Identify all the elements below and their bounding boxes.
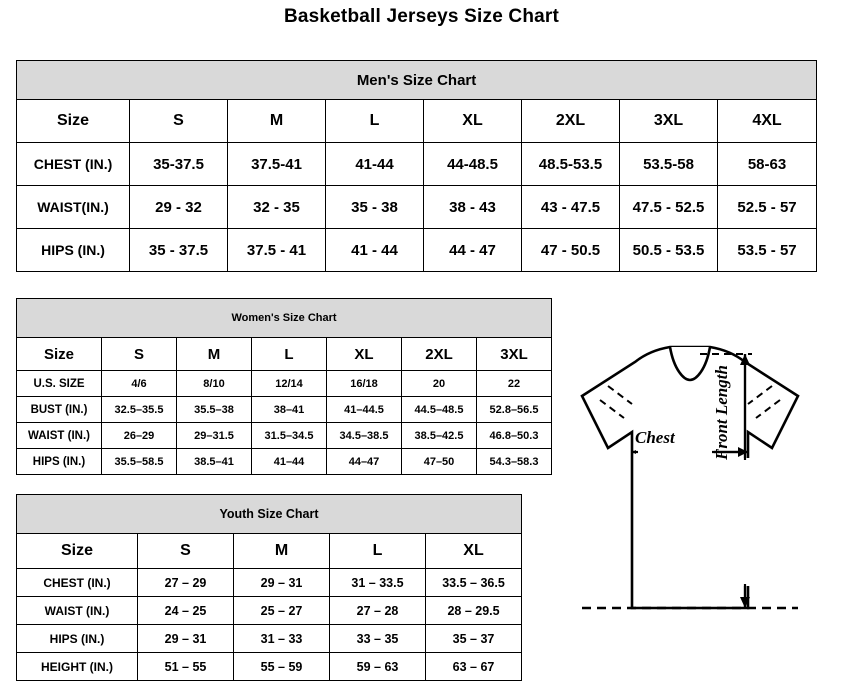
table-row (17, 397, 552, 423)
column-header-xl: XL (327, 338, 402, 371)
table-row (17, 371, 552, 397)
front-length-label-backdrop (735, 458, 757, 586)
column-header-s: S (138, 534, 234, 569)
row-label-hips: HIPS (IN.) (17, 449, 102, 475)
cell-waist-l: 27 – 28 (330, 597, 426, 625)
row-label-hips: HIPS (IN.) (17, 229, 130, 272)
cell-bust-2xl: 44.5–48.5 (402, 397, 477, 423)
column-header-s: S (102, 338, 177, 371)
cell-hips-s: 29 – 31 (138, 625, 234, 653)
table-header-row (17, 534, 522, 569)
column-header-xl: XL (424, 100, 522, 143)
youth-size-chart-table (16, 494, 522, 681)
cell-waist-3xl: 46.8–50.3 (477, 423, 552, 449)
cell-chest-xl: 33.5 – 36.5 (426, 569, 522, 597)
cell-chest-m: 29 – 31 (234, 569, 330, 597)
column-header-m: M (177, 338, 252, 371)
womens-size-chart-table (16, 298, 552, 475)
table-row (17, 597, 522, 625)
cell-hips-s: 35.5–58.5 (102, 449, 177, 475)
cell-us-size-2xl: 20 (402, 371, 477, 397)
cell-chest-4xl: 58-63 (718, 143, 817, 186)
womens-size-chart-section (16, 298, 551, 475)
cell-height-l: 59 – 63 (330, 653, 426, 681)
jersey-outline-svg (540, 340, 840, 670)
cell-us-size-l: 12/14 (252, 371, 327, 397)
mens-size-chart-table (16, 60, 817, 272)
cell-chest-m: 37.5-41 (228, 143, 326, 186)
chest-label: Chest (635, 428, 675, 447)
cell-height-m: 55 – 59 (234, 653, 330, 681)
column-header-3xl: 3XL (477, 338, 552, 371)
cell-chest-xl: 44-48.5 (424, 143, 522, 186)
column-header-l: L (252, 338, 327, 371)
cell-bust-m: 35.5–38 (177, 397, 252, 423)
cell-us-size-m: 8/10 (177, 371, 252, 397)
column-header-4xl: 4XL (718, 100, 817, 143)
row-label-hips: HIPS (IN.) (17, 625, 138, 653)
jersey-measurement-diagram (540, 340, 840, 670)
column-header-m: M (234, 534, 330, 569)
womens-chart-caption: Women's Size Chart (17, 299, 552, 338)
cell-hips-4xl: 53.5 - 57 (718, 229, 817, 272)
cell-hips-s: 35 - 37.5 (130, 229, 228, 272)
table-row (17, 653, 522, 681)
cell-hips-xl: 35 – 37 (426, 625, 522, 653)
cell-height-xl: 63 – 67 (426, 653, 522, 681)
column-header-l: L (330, 534, 426, 569)
cell-hips-3xl: 50.5 - 53.5 (620, 229, 718, 272)
cell-waist-xl: 28 – 29.5 (426, 597, 522, 625)
cell-hips-m: 31 – 33 (234, 625, 330, 653)
table-row (17, 569, 522, 597)
cell-waist-3xl: 47.5 - 52.5 (620, 186, 718, 229)
cell-waist-s: 26–29 (102, 423, 177, 449)
cell-hips-l: 41 - 44 (326, 229, 424, 272)
youth-size-chart-section (16, 494, 521, 681)
row-label-height: HEIGHT (IN.) (17, 653, 138, 681)
cell-waist-xl: 38 - 43 (424, 186, 522, 229)
cell-chest-l: 41-44 (326, 143, 424, 186)
column-header-l: L (326, 100, 424, 143)
cell-waist-2xl: 38.5–42.5 (402, 423, 477, 449)
cell-chest-s: 27 – 29 (138, 569, 234, 597)
column-header-s: S (130, 100, 228, 143)
cell-bust-xl: 41–44.5 (327, 397, 402, 423)
table-row (17, 143, 817, 186)
cell-chest-l: 31 – 33.5 (330, 569, 426, 597)
table-caption-row (17, 61, 817, 100)
column-header-3xl: 3XL (620, 100, 718, 143)
cell-waist-s: 24 – 25 (138, 597, 234, 625)
row-label-waist: WAIST(IN.) (17, 186, 130, 229)
mens-size-chart-section (16, 60, 816, 272)
cell-bust-l: 38–41 (252, 397, 327, 423)
table-row (17, 186, 817, 229)
cell-waist-m: 25 – 27 (234, 597, 330, 625)
column-header-2xl: 2XL (522, 100, 620, 143)
cell-us-size-xl: 16/18 (327, 371, 402, 397)
cell-chest-2xl: 48.5-53.5 (522, 143, 620, 186)
cell-chest-s: 35-37.5 (130, 143, 228, 186)
cell-hips-xl: 44–47 (327, 449, 402, 475)
table-header-row (17, 100, 817, 143)
mens-chart-caption: Men's Size Chart (17, 61, 817, 100)
cell-hips-m: 38.5–41 (177, 449, 252, 475)
cell-waist-l: 35 - 38 (326, 186, 424, 229)
cell-hips-l: 33 – 35 (330, 625, 426, 653)
page-title: Basketball Jerseys Size Chart (283, 6, 560, 27)
cell-hips-l: 41–44 (252, 449, 327, 475)
cell-bust-3xl: 52.8–56.5 (477, 397, 552, 423)
table-caption-row (17, 495, 522, 534)
row-label-waist: WAIST (IN.) (17, 597, 138, 625)
cell-bust-s: 32.5–35.5 (102, 397, 177, 423)
cell-waist-4xl: 52.5 - 57 (718, 186, 817, 229)
row-label-waist: WAIST (IN.) (17, 423, 102, 449)
cell-us-size-3xl: 22 (477, 371, 552, 397)
cell-waist-2xl: 43 - 47.5 (522, 186, 620, 229)
cell-waist-m: 32 - 35 (228, 186, 326, 229)
table-row (17, 229, 817, 272)
column-header-size: Size (17, 338, 102, 371)
cell-hips-xl: 44 - 47 (424, 229, 522, 272)
row-label-chest: CHEST (IN.) (17, 143, 130, 186)
youth-chart-caption: Youth Size Chart (17, 495, 522, 534)
row-label-chest: CHEST (IN.) (17, 569, 138, 597)
cell-waist-l: 31.5–34.5 (252, 423, 327, 449)
column-header-size: Size (17, 100, 130, 143)
table-header-row (17, 338, 552, 371)
cell-us-size-s: 4/6 (102, 371, 177, 397)
row-label-bust: BUST (IN.) (17, 397, 102, 423)
table-row (17, 449, 552, 475)
cell-height-s: 51 – 55 (138, 653, 234, 681)
table-caption-row (17, 299, 552, 338)
cell-waist-xl: 34.5–38.5 (327, 423, 402, 449)
cell-hips-2xl: 47 - 50.5 (522, 229, 620, 272)
front-length-label: Front Length (712, 365, 731, 460)
cell-hips-m: 37.5 - 41 (228, 229, 326, 272)
cell-chest-3xl: 53.5-58 (620, 143, 718, 186)
column-header-size: Size (17, 534, 138, 569)
row-label-us-size: U.S. SIZE (17, 371, 102, 397)
column-header-xl: XL (426, 534, 522, 569)
column-header-m: M (228, 100, 326, 143)
table-row (17, 423, 552, 449)
table-row (17, 625, 522, 653)
cell-hips-3xl: 54.3–58.3 (477, 449, 552, 475)
column-header-2xl: 2XL (402, 338, 477, 371)
cell-hips-2xl: 47–50 (402, 449, 477, 475)
cell-waist-m: 29–31.5 (177, 423, 252, 449)
cell-waist-s: 29 - 32 (130, 186, 228, 229)
shirt-body-outline (582, 347, 798, 608)
